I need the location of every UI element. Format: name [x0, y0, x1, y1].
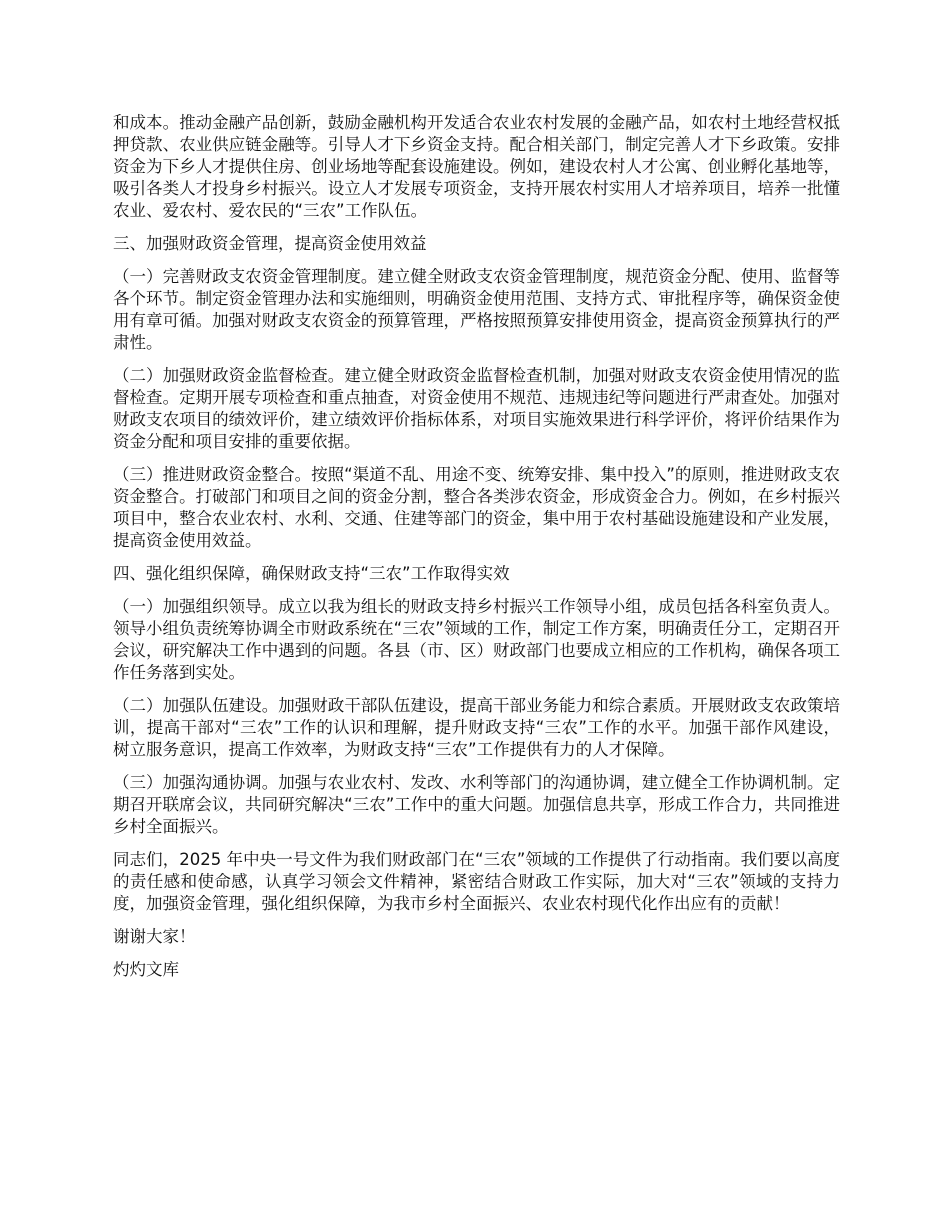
closing-paragraph: 同志们，2025 年中央一号文件为我们财政部门在“三农”领域的工作提供了行动指南。我们要以高度的责任感和使命感，认真学习领会文件精神，紧密结合财政工作实际，加大对“三农”领域的支持力度，加强资金管理，强化组织保障，为我市乡村全面振兴、农业农村现代化作出应有的贡献！	[113, 850, 840, 913]
paragraph-talent-funding: 和成本。推动金融产品创新，鼓励金融机构开发适合农业农村发展的金融产品，如农村土地经营权抵押贷款、农业供应链金融等。引导人才下乡资金支持。配合相关部门，制定完善人才下乡政策。安排资金为下乡人才提供住房、创业场地等配套设施建设。例如，建设农村人才公寓、创业孵化基地等，吸引各类人才投身乡村振兴。设立人才发展专项资金，支持开展农村实用人才培养项目，培养一批懂农业、爱农村、爱农民的“三农”工作队伍。	[113, 113, 840, 220]
document-body	[113, 112, 840, 992]
paragraph-4-3: （三）加强沟通协调。加强与农业农村、发改、水利等部门的沟通协调，建立健全工作协调机制。定期召开联席会议，共同研究解决“三农”工作中的重大问题。加强信息共享，形成工作合力，共同推进乡村全面振兴。	[113, 773, 840, 836]
section-heading-3: 三、加强财政资金管理，提高资金使用效益	[113, 234, 427, 253]
paragraph-4-1: （一）加强组织领导。成立以我为组长的财政支持乡村振兴工作领导小组，成员包括各科室负责人。领导小组负责统筹协调全市财政系统在“三农”领域的工作，制定工作方案，明确责任分工，定期召开会议，研究解决工作中遇到的问题。各县（市、区）财政部门也要成立相应的工作机构，确保各项工作任务落到实处。	[113, 597, 840, 682]
paragraph-3-3: （三）推进财政资金整合。按照“渠道不乱、用途不变、统筹安排、集中投入”的原则，推进财政支农资金整合。打破部门和项目之间的资金分割，整合各类涉农资金，形成资金合力。例如，在乡村振兴项目中，整合农业农村、水利、交通、住建等部门的资金，集中用于农村基础设施建设和产业发展，提高资金使用效益。	[113, 465, 840, 550]
section-heading-4: 四、强化组织保障，确保财政支持“三农”工作取得实效	[113, 564, 510, 583]
paragraph-3-1: （一）完善财政支农资金管理制度。建立健全财政支农资金管理制度，规范资金分配、使用、监督等各个环节。制定资金管理办法和实施细则，明确资金使用范围、支持方式、审批程序等，确保资金使用有章可循。加强对财政支农资金的预算管理，严格按照预算安排使用资金，提高资金预算执行的严肃性。	[113, 267, 840, 352]
source-footer: 灼灼文库	[113, 960, 179, 979]
thanks-line: 谢谢大家！	[113, 927, 196, 946]
paragraph-3-2: （二）加强财政资金监督检查。建立健全财政资金监督检查机制，加强对财政支农资金使用情况的监督检查。定期开展专项检查和重点抽查，对资金使用不规范、违规违纪等问题进行严肃查处。加强对财政支农项目的绩效评价，建立绩效评价指标体系，对项目实施效果进行科学评价，将评价结果作为资金分配和项目安排的重要依据。	[113, 366, 840, 451]
paragraph-4-2: （二）加强队伍建设。加强财政干部队伍建设，提高干部业务能力和综合素质。开展财政支农政策培训，提高干部对“三农”工作的认识和理解，提升财政支持“三农”工作的水平。加强干部作风建设，树立服务意识，提高工作效率，为财政支持“三农”工作提供有力的人才保障。	[113, 696, 840, 759]
